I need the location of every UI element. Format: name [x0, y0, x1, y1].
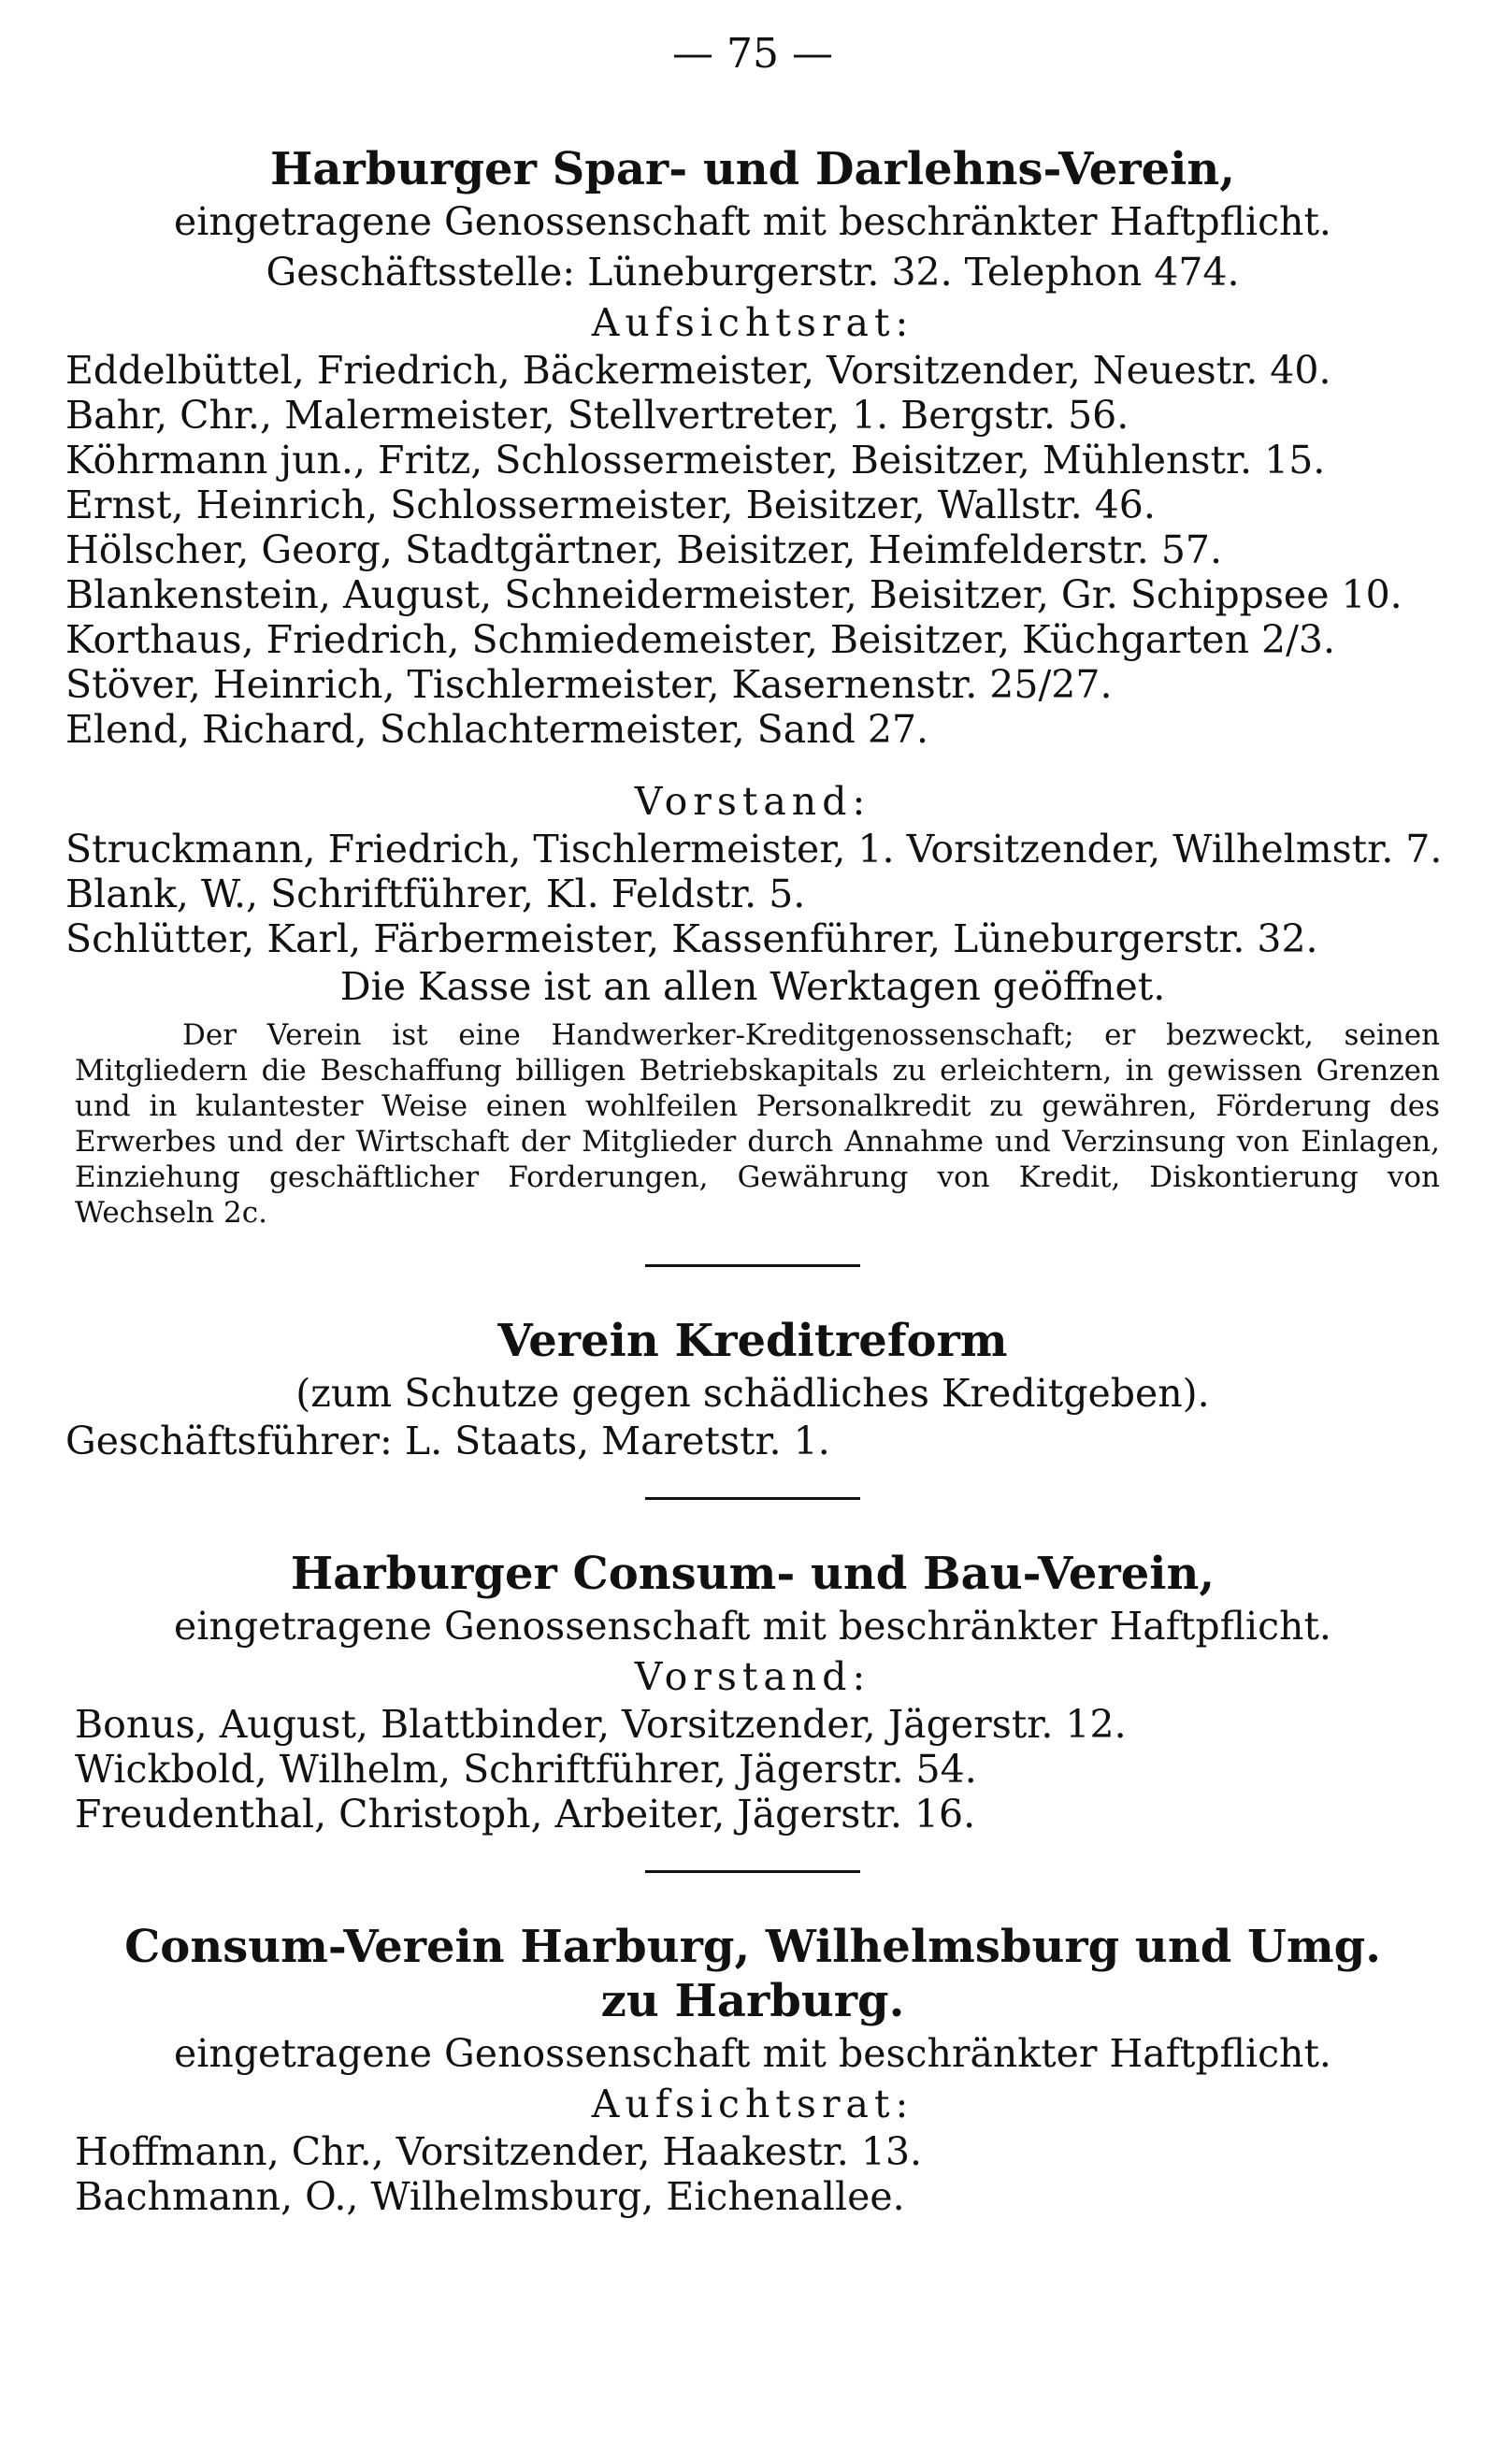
member-line: Stöver, Heinrich, Tischlermeister, Kasernenstr. 25/27.: [65, 662, 1113, 707]
member-line: Korthaus, Friedrich, Schmiedemeister, Beisitzer, Küchgarten 2/3.: [65, 617, 1336, 662]
member-line: Elend, Richard, Schlachtermeister, Sand 27.: [65, 707, 929, 752]
section-title: Consum-Verein Harburg, Wilhelmsburg und Umg.: [124, 1921, 1381, 1973]
page-number: — 75 —: [672, 30, 833, 78]
member-line: Bachmann, O., Wilhelmsburg, Eichenallee.: [75, 2174, 905, 2219]
section-consum-bau-verein: [65, 1547, 1440, 1837]
group-heading: Aufsichtsrat:: [591, 2082, 914, 2126]
section-subtitle: eingetragene Genossenschaft mit beschränkter Haftpflicht.: [174, 2031, 1331, 2076]
section-subtitle: eingetragene Genossenschaft mit beschränkter Haftpflicht.: [174, 199, 1331, 244]
section-subtitle: eingetragene Genossenschaft mit beschränkter Haftpflicht.: [174, 1604, 1331, 1649]
section-consum-verein-harburg: [65, 1920, 1440, 2219]
member-line: Wickbold, Wilhelm, Schriftführer, Jägerstr. 54.: [75, 1747, 977, 1792]
member-line: Struckmann, Friedrich, Tischlermeister, 1. Vorsitzender, Wilhelmstr. 7.: [65, 827, 1443, 872]
section-title-line2: zu Harburg.: [600, 1975, 905, 2027]
member-line: Eddelbüttel, Friedrich, Bäckermeister, Vorsitzender, Neuestr. 40.: [65, 348, 1331, 393]
section-kreditreform: [65, 1314, 1440, 1463]
section-title: Harburger Consum- und Bau-Verein,: [290, 1548, 1216, 1600]
section-divider: [645, 1264, 860, 1267]
group-heading: Aufsichtsrat:: [591, 300, 914, 345]
member-line: Schlütter, Karl, Färbermeister, Kassenführer, Lüneburgerstr. 32.: [65, 916, 1318, 961]
member-line: Hoffmann, Chr., Vorsitzender, Haakestr. 13.: [75, 2129, 923, 2174]
member-line: Bahr, Chr., Malermeister, Stellvertreter, 1. Bergstr. 56.: [65, 393, 1129, 438]
group-heading: Vorstand:: [634, 1654, 871, 1699]
section-divider: [645, 1870, 860, 1873]
member-line: Blankenstein, August, Schneidermeister, Beisitzer, Gr. Schippsee 10.: [65, 572, 1402, 617]
member-line: Freudenthal, Christoph, Arbeiter, Jägerstr. 16.: [75, 1792, 976, 1837]
member-line: Ernst, Heinrich, Schlossermeister, Beisitzer, Wallstr. 46.: [65, 483, 1156, 527]
member-line: Bonus, August, Blattbinder, Vorsitzender, Jägerstr. 12.: [75, 1702, 1127, 1747]
member-line: Blank, W., Schriftführer, Kl. Feldstr. 5.: [65, 872, 806, 916]
section-title: Verein Kreditreform: [497, 1315, 1008, 1367]
purpose-note: Der Verein ist eine Handwerker-Kreditgenossenschaft; er bezweckt, seinen Mitgliedern die Beschaffung billigen Betriebskapitals zu erleichtern, in gewissen Grenzen und in kulantester Weise einen wohlfeilen Personalkredit zu gewähren, Förderung des Erwerbes und der Wirtschaft der Mitglieder durch Annahme und Verzinsung von Einlagen, Einziehung geschäftlicher Forderungen, Gewährung von Kredit, Diskontierung von Wechseln 2c.: [75, 1018, 1440, 1230]
section-subtitle: (zum Schutze gegen schädliches Kreditgeben).: [295, 1371, 1210, 1416]
office-address: Geschäftsstelle: Lüneburgerstr. 32. Telephon 474.: [266, 250, 1240, 295]
member-line: Köhrmann jun., Fritz, Schlossermeister, Beisitzer, Mühlenstr. 15.: [65, 438, 1326, 483]
member-line: Hölscher, Georg, Stadtgärtner, Beisitzer, Heimfelderstr. 57.: [65, 527, 1223, 572]
section-spar-darlehns-verein: [65, 142, 1443, 1231]
manager-line: Geschäftsführer: L. Staats, Maretstr. 1.: [65, 1419, 830, 1463]
section-title: Harburger Spar- und Darlehns-Verein,: [270, 143, 1235, 195]
group-heading: Vorstand:: [634, 779, 871, 824]
section-divider: [645, 1497, 860, 1500]
opening-hours: Die Kasse ist an allen Werktagen geöffnet.: [339, 964, 1166, 1009]
